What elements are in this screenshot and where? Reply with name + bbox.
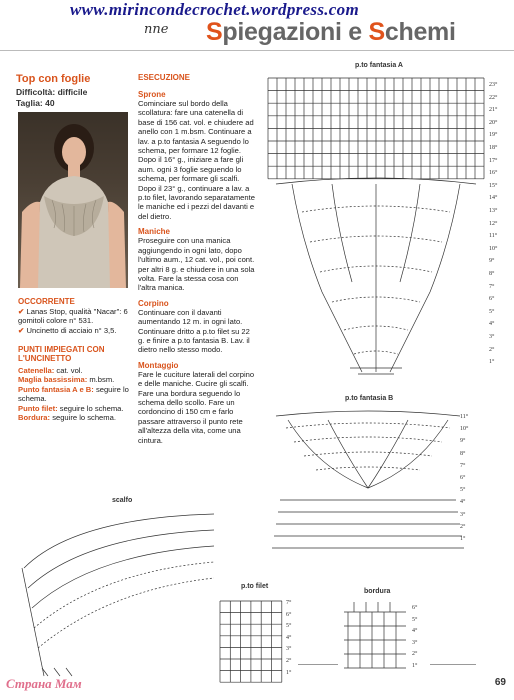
- row-number: 12°: [489, 220, 498, 227]
- row-number: 3°: [286, 646, 292, 653]
- row-number: 16°: [489, 170, 498, 177]
- row-number: 5°: [412, 616, 418, 623]
- row-number: 8°: [460, 450, 466, 457]
- row-number: 4°: [460, 499, 466, 506]
- title-part: piegazioni e: [222, 18, 369, 46]
- row-number: 6°: [286, 611, 292, 618]
- bordura-chart: [340, 602, 410, 682]
- row-number: 3°: [489, 334, 495, 340]
- size: Taglia: 40: [16, 98, 55, 108]
- row-number: 1°: [412, 662, 418, 669]
- divider: [298, 664, 338, 665]
- row-number: 2°: [286, 658, 292, 664]
- instructions: [138, 73, 256, 445]
- section-title: Maniche: [138, 227, 171, 237]
- section-text: Continuare con il davanti aumentando 12 m. in ogni lato. Continuare dritto a p.to filet su 22 g. e finire a p.to fantasia B. Lav. il dietro nello stesso modo.: [138, 307, 250, 355]
- row-number: 3°: [460, 511, 466, 518]
- stitches-heading: PUNTI IMPIEGATI CON L'UNCINETTO: [18, 345, 105, 363]
- list-item: Punto filet: seguire lo schema.: [18, 403, 124, 413]
- row-number: 23°: [489, 82, 498, 88]
- list-item: Maglia bassissima: m.bsm.: [18, 375, 115, 385]
- title-part: S: [368, 18, 385, 46]
- fantasia-b-chart: [268, 408, 468, 558]
- row-number: 5°: [286, 623, 292, 630]
- row-number: 6°: [412, 605, 418, 611]
- watermark: Страна Мам: [6, 676, 82, 691]
- section-title: Corpino: [138, 298, 169, 308]
- fantasia-b-label: p.to fantasia B: [345, 395, 394, 402]
- row-number: 7°: [489, 283, 495, 290]
- row-number: 19°: [489, 132, 498, 139]
- scalfo-label: scalfo: [112, 497, 133, 504]
- row-number: 10°: [460, 426, 469, 433]
- list-item: ✔ Uncinetto di acciaio n° 3,5.: [18, 325, 117, 335]
- row-number: 7°: [286, 600, 292, 606]
- section-text: Fare le cuciture laterali del corpino e delle maniche. Cucire gli scalfi. Fare una bordura seguendo lo schema dello scollo. Fare un cordoncino di 150 cm e farlo passare attraverso il punto rete all'altezza della vita, come una cintura.: [138, 369, 255, 445]
- row-number: 2°: [489, 346, 495, 353]
- execution-heading: ESECUZIONE: [138, 73, 191, 82]
- row-number: 20°: [489, 119, 498, 126]
- materials-heading: OCCORRENTE: [18, 297, 75, 306]
- row-number: 9°: [489, 258, 495, 265]
- bordura-label: bordura: [364, 588, 391, 595]
- row-number: 5°: [460, 487, 466, 494]
- row-number: 6°: [489, 296, 495, 303]
- row-number: 2°: [412, 651, 418, 657]
- fantasia-a-label: p.to fantasia A: [355, 62, 403, 69]
- project-name: Top con foglie: [16, 73, 91, 85]
- page-title: [206, 18, 456, 47]
- list-item: ✔ Lanas Stop, qualità "Nacar": 6 gomitoli colore n° 531.: [18, 307, 128, 326]
- list-item: Punto fantasia A e B: seguire lo schema.: [18, 384, 129, 404]
- row-number: 4°: [412, 628, 418, 634]
- filet-chart: [218, 597, 284, 685]
- row-number: 14°: [489, 195, 498, 202]
- filet-label: p.to filet: [241, 583, 269, 590]
- row-number: 8°: [489, 271, 495, 277]
- difficulty: Difficoltà: difficile: [16, 87, 88, 97]
- header-divider: [0, 50, 514, 51]
- list-item: Bordura: seguire lo schema.: [18, 413, 116, 423]
- site-url: www.mirincondecrochet.wordpress.com: [70, 0, 359, 19]
- check-icon: ✔: [18, 325, 25, 335]
- row-number: 7°: [460, 462, 466, 469]
- list-item: Catenella: cat. vol.: [18, 366, 83, 375]
- row-number: 18°: [489, 145, 498, 151]
- section-text: Cominciare sul bordo della scollatura: fare una catenella di base di 156 cat. vol. e chiudere ad anello con 1 m.bsm. Continuare a lav. a p.to fantasia A seguendo lo schema, per formare 12 foglie. Dopo il 16° g., iniziare a fare gli aum. ogni 3 foglie seguendo lo schema, per formare gli scalfi. Dopo il 23° g., continuare a lav. a p.to filet, lavorando separatamente le maniche ed i pezzi del davanti e del dietro.: [138, 99, 255, 221]
- row-number: 4°: [286, 634, 292, 641]
- row-number: 3°: [412, 639, 418, 646]
- materials-list: [18, 307, 130, 335]
- stitches-list: [18, 366, 130, 422]
- row-number: 9°: [460, 438, 466, 445]
- row-number: 17°: [489, 157, 498, 164]
- divider: [430, 664, 476, 665]
- row-number: 6°: [460, 475, 466, 481]
- row-number: 11°: [460, 414, 469, 420]
- section-title: Sprone: [138, 90, 166, 99]
- designer-signature: nne: [144, 22, 169, 37]
- row-number: 2°: [460, 523, 466, 530]
- model-photo: [18, 112, 128, 288]
- row-number: 5°: [489, 308, 495, 315]
- title-part: S: [206, 18, 223, 46]
- row-number: 22°: [489, 94, 498, 101]
- row-number: 1°: [286, 669, 292, 676]
- check-icon: ✔: [18, 307, 25, 316]
- row-number: 13°: [489, 208, 498, 214]
- row-number: 15°: [489, 182, 498, 189]
- scalfo-chart: [14, 508, 224, 678]
- row-number: 1°: [489, 359, 495, 366]
- section-title: Montaggio: [138, 360, 179, 370]
- row-number: 1°: [460, 536, 466, 542]
- title-part: chemi: [384, 18, 456, 46]
- section-text: Proseguire con una manica aggiungendo in ogni lato, dopo l'ultimo aum., 12 cat. vol., poi cont. per altri 8 g. e chiudere in una sola volta. Fare la stessa cosa con l'altra manica.: [138, 236, 255, 293]
- row-number: 21°: [489, 107, 498, 114]
- row-number: 4°: [489, 321, 495, 328]
- page-number: 69: [494, 677, 506, 688]
- row-number: 11°: [489, 233, 498, 240]
- row-number: 10°: [489, 245, 498, 252]
- fantasia-a-chart: [262, 72, 490, 390]
